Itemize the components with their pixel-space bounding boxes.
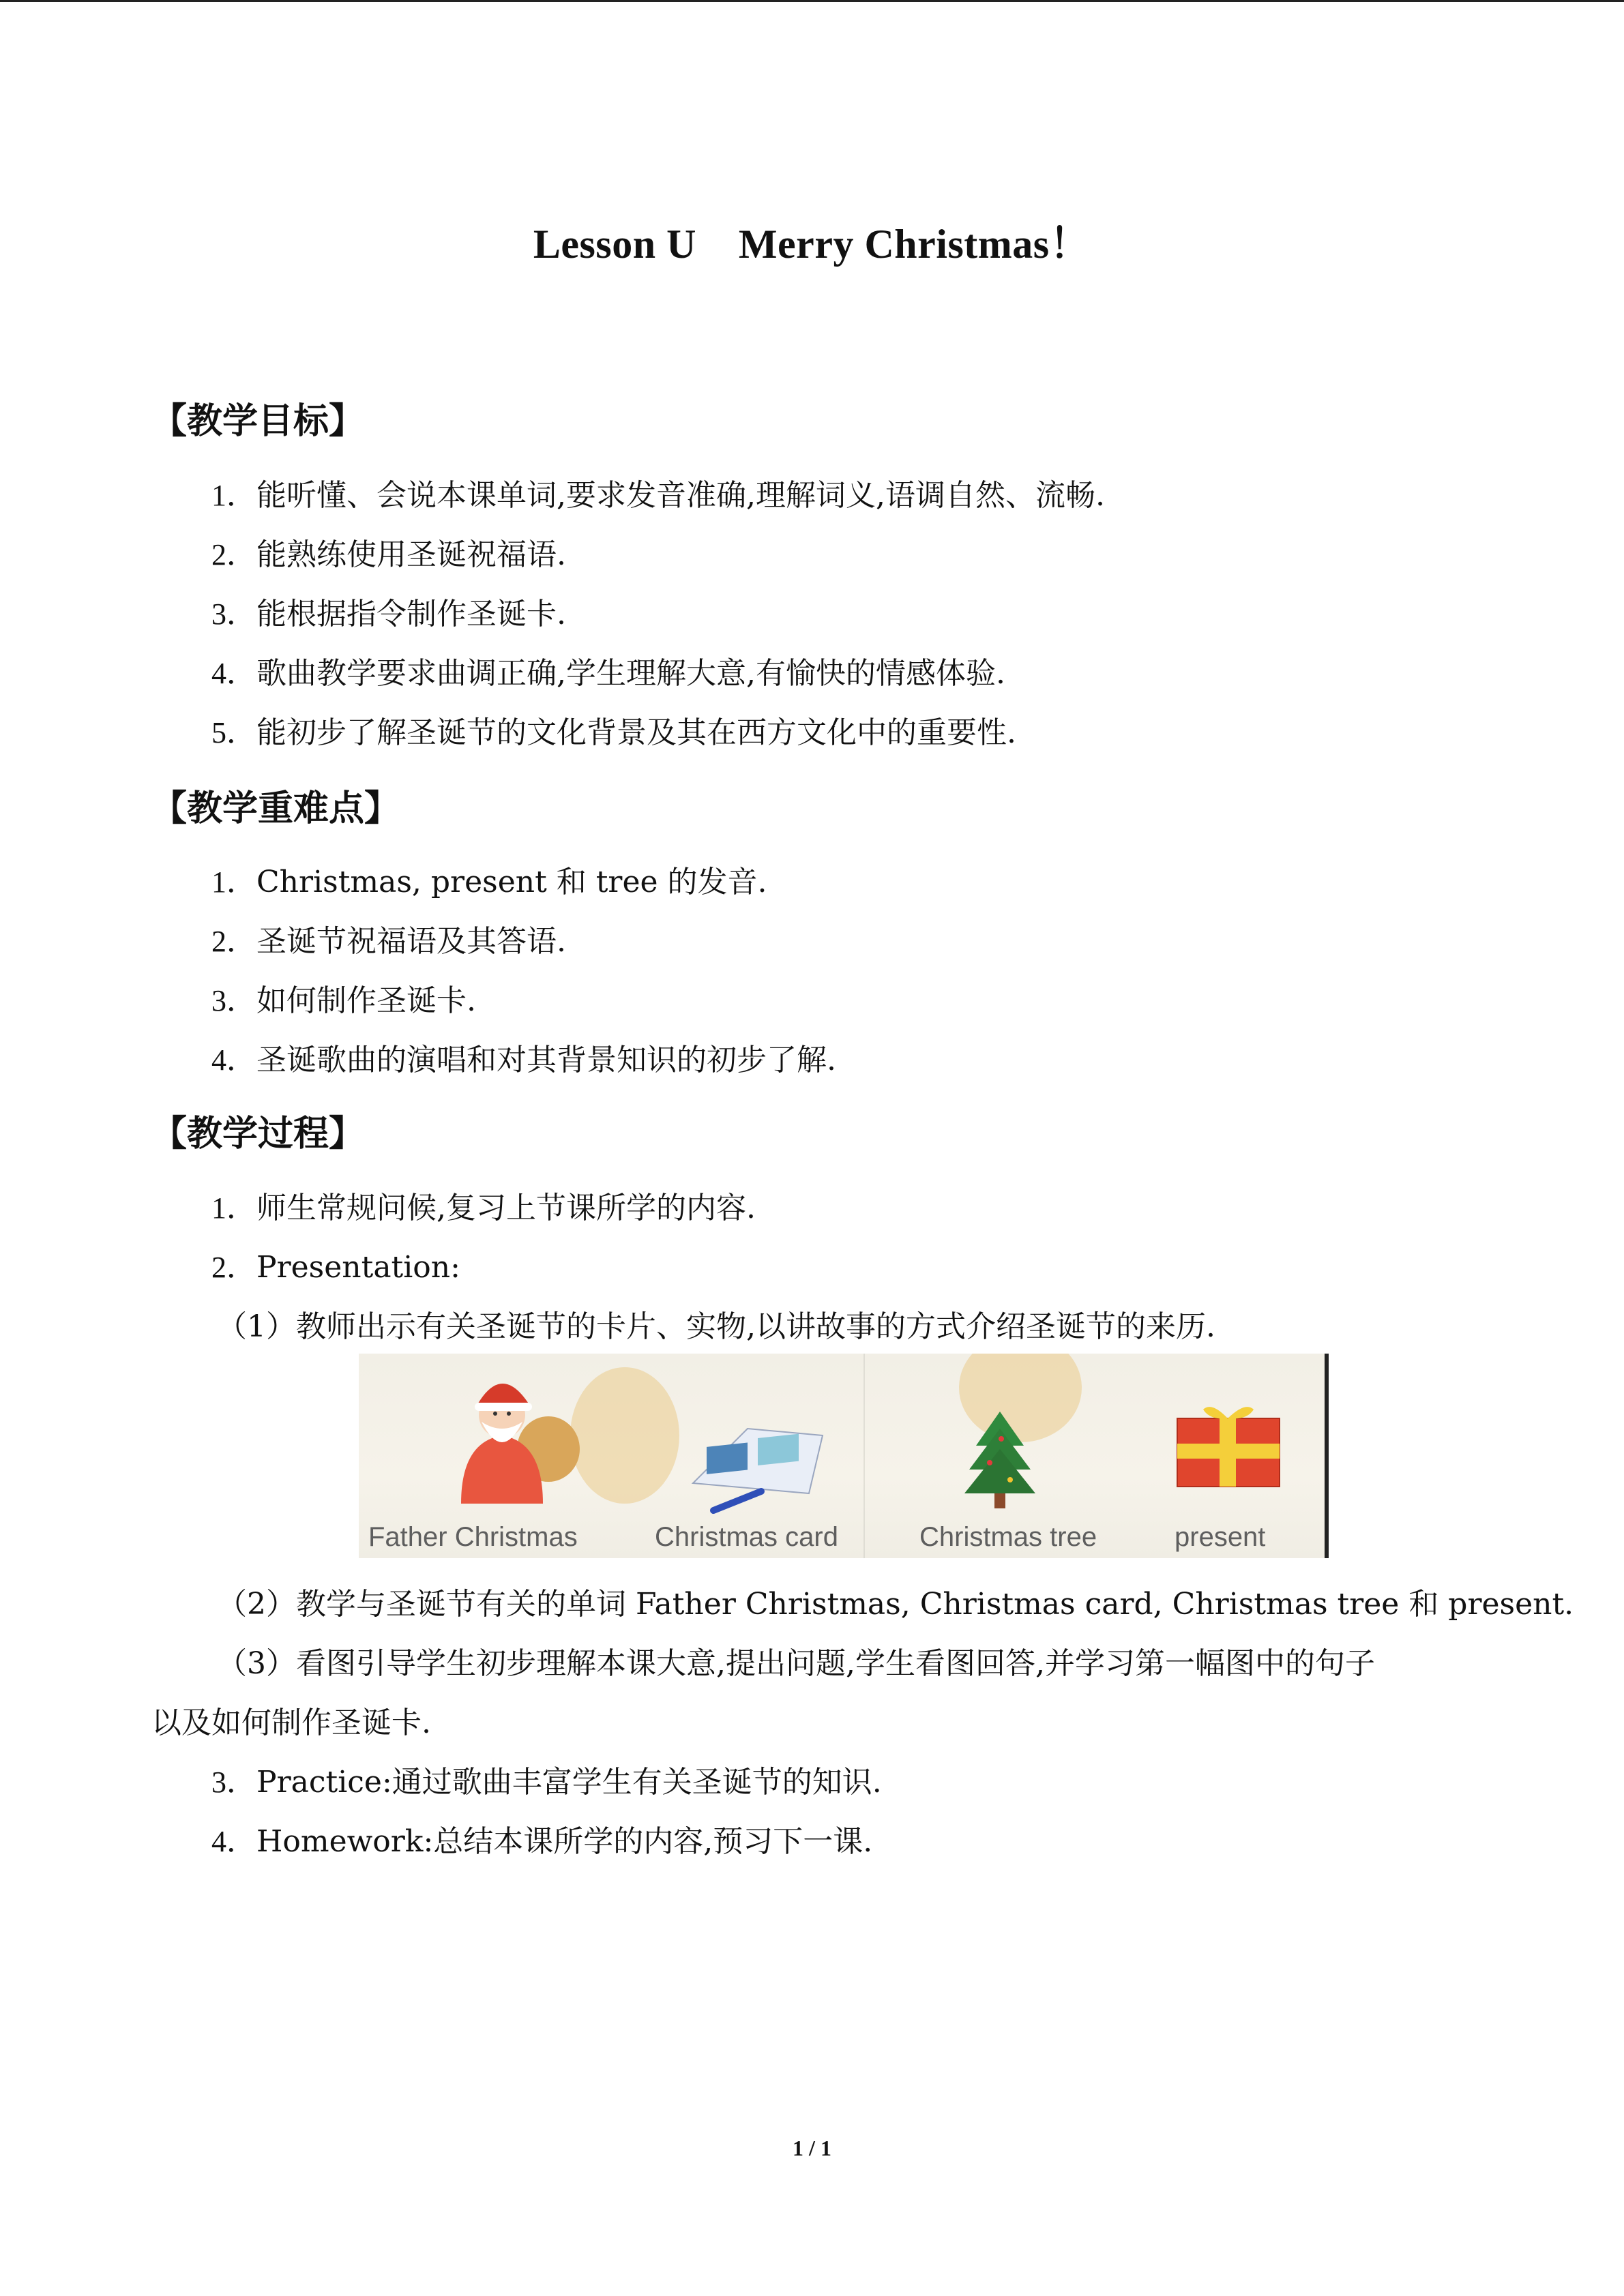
process-substep: （1）教师出示有关圣诞节的卡片、实物,以讲故事的方式介绍圣诞节的来历. (217, 1309, 1215, 1344)
heading-process: 【教学过程】 (151, 1114, 365, 1154)
item-number: 2． (211, 1251, 256, 1284)
christmas-tree-icon (959, 1408, 1041, 1510)
item-number: 2． (211, 538, 256, 571)
father-christmas-icon (434, 1367, 584, 1510)
label-christmas-card: Christmas card (655, 1522, 838, 1552)
strip-edge (1325, 1354, 1329, 1558)
objective-item (211, 599, 566, 629)
process-step (211, 1765, 882, 1800)
process-step (211, 1250, 460, 1285)
item-number: 4． (211, 1825, 256, 1858)
objective-item (211, 656, 1005, 691)
key-point-item (211, 924, 566, 959)
item-number: 2． (211, 925, 256, 958)
key-point-item (211, 867, 767, 897)
present-icon (1170, 1401, 1286, 1490)
item-text: Presentation: (256, 1250, 460, 1285)
item-number: 1． (211, 479, 256, 512)
process-substep-continued: 以及如何制作圣诞卡. (151, 1705, 431, 1740)
process-substep: （2）教学与圣诞节有关的单词 Father Christmas, Christmas card, Christmas tree 和 present. (217, 1587, 1574, 1622)
document-title: Lesson U Merry Christmas！ (533, 222, 1091, 267)
label-christmas-tree: Christmas tree (919, 1522, 1097, 1552)
item-text: 歌曲教学要求曲调正确,学生理解大意,有愉快的情感体验. (256, 656, 1005, 691)
label-father-christmas: Father Christmas (368, 1522, 578, 1552)
item-number: 4． (211, 1043, 256, 1077)
item-number: 5． (211, 716, 256, 749)
item-number: 3． (211, 984, 256, 1017)
item-text: 圣诞歌曲的演唱和对其背景知识的初步了解. (256, 1043, 836, 1077)
objective-item (211, 537, 566, 572)
decor-shape (570, 1367, 679, 1504)
item-number: 1． (211, 1191, 256, 1225)
item-number: 3． (211, 1765, 256, 1799)
christmas-card-icon (686, 1415, 829, 1517)
objective-item (211, 478, 1105, 513)
process-step (211, 1824, 873, 1859)
objective-item (211, 715, 1016, 750)
label-present: present (1175, 1522, 1266, 1552)
item-number: 1． (211, 865, 256, 899)
process-step (211, 1193, 756, 1223)
item-number: 4． (211, 657, 256, 690)
item-text: 能根据指令制作圣诞卡. (256, 597, 566, 631)
item-number: 3． (211, 597, 256, 631)
item-text: 如何制作圣诞卡. (256, 983, 476, 1018)
key-point-item (211, 983, 476, 1018)
item-text: Christmas, present 和 tree 的发音. (256, 865, 767, 899)
item-text: 圣诞节祝福语及其答语. (256, 924, 566, 959)
christmas-illustration (359, 1354, 1329, 1558)
divider (863, 1354, 865, 1558)
item-text: Homework:总结本课所学的内容,预习下一课. (256, 1824, 873, 1859)
item-text: 能听懂、会说本课单词,要求发音准确,理解词义,语调自然、流畅. (256, 478, 1105, 513)
page-number: 1 / 1 (793, 2136, 831, 2160)
page-top-border (0, 0, 1624, 2)
item-text: 能熟练使用圣诞祝福语. (256, 537, 566, 572)
process-substep: （3）看图引导学生初步理解本课大意,提出问题,学生看图回答,并学习第一幅图中的句子 (217, 1646, 1375, 1681)
heading-objectives: 【教学目标】 (151, 401, 365, 442)
item-text: 能初步了解圣诞节的文化背景及其在西方文化中的重要性. (256, 715, 1016, 750)
item-text: Practice:通过歌曲丰富学生有关圣诞节的知识. (256, 1765, 882, 1800)
key-point-item (211, 1045, 836, 1075)
heading-key-points: 【教学重难点】 (151, 788, 400, 829)
item-text: 师生常规问候,复习上节课所学的内容. (256, 1191, 756, 1225)
